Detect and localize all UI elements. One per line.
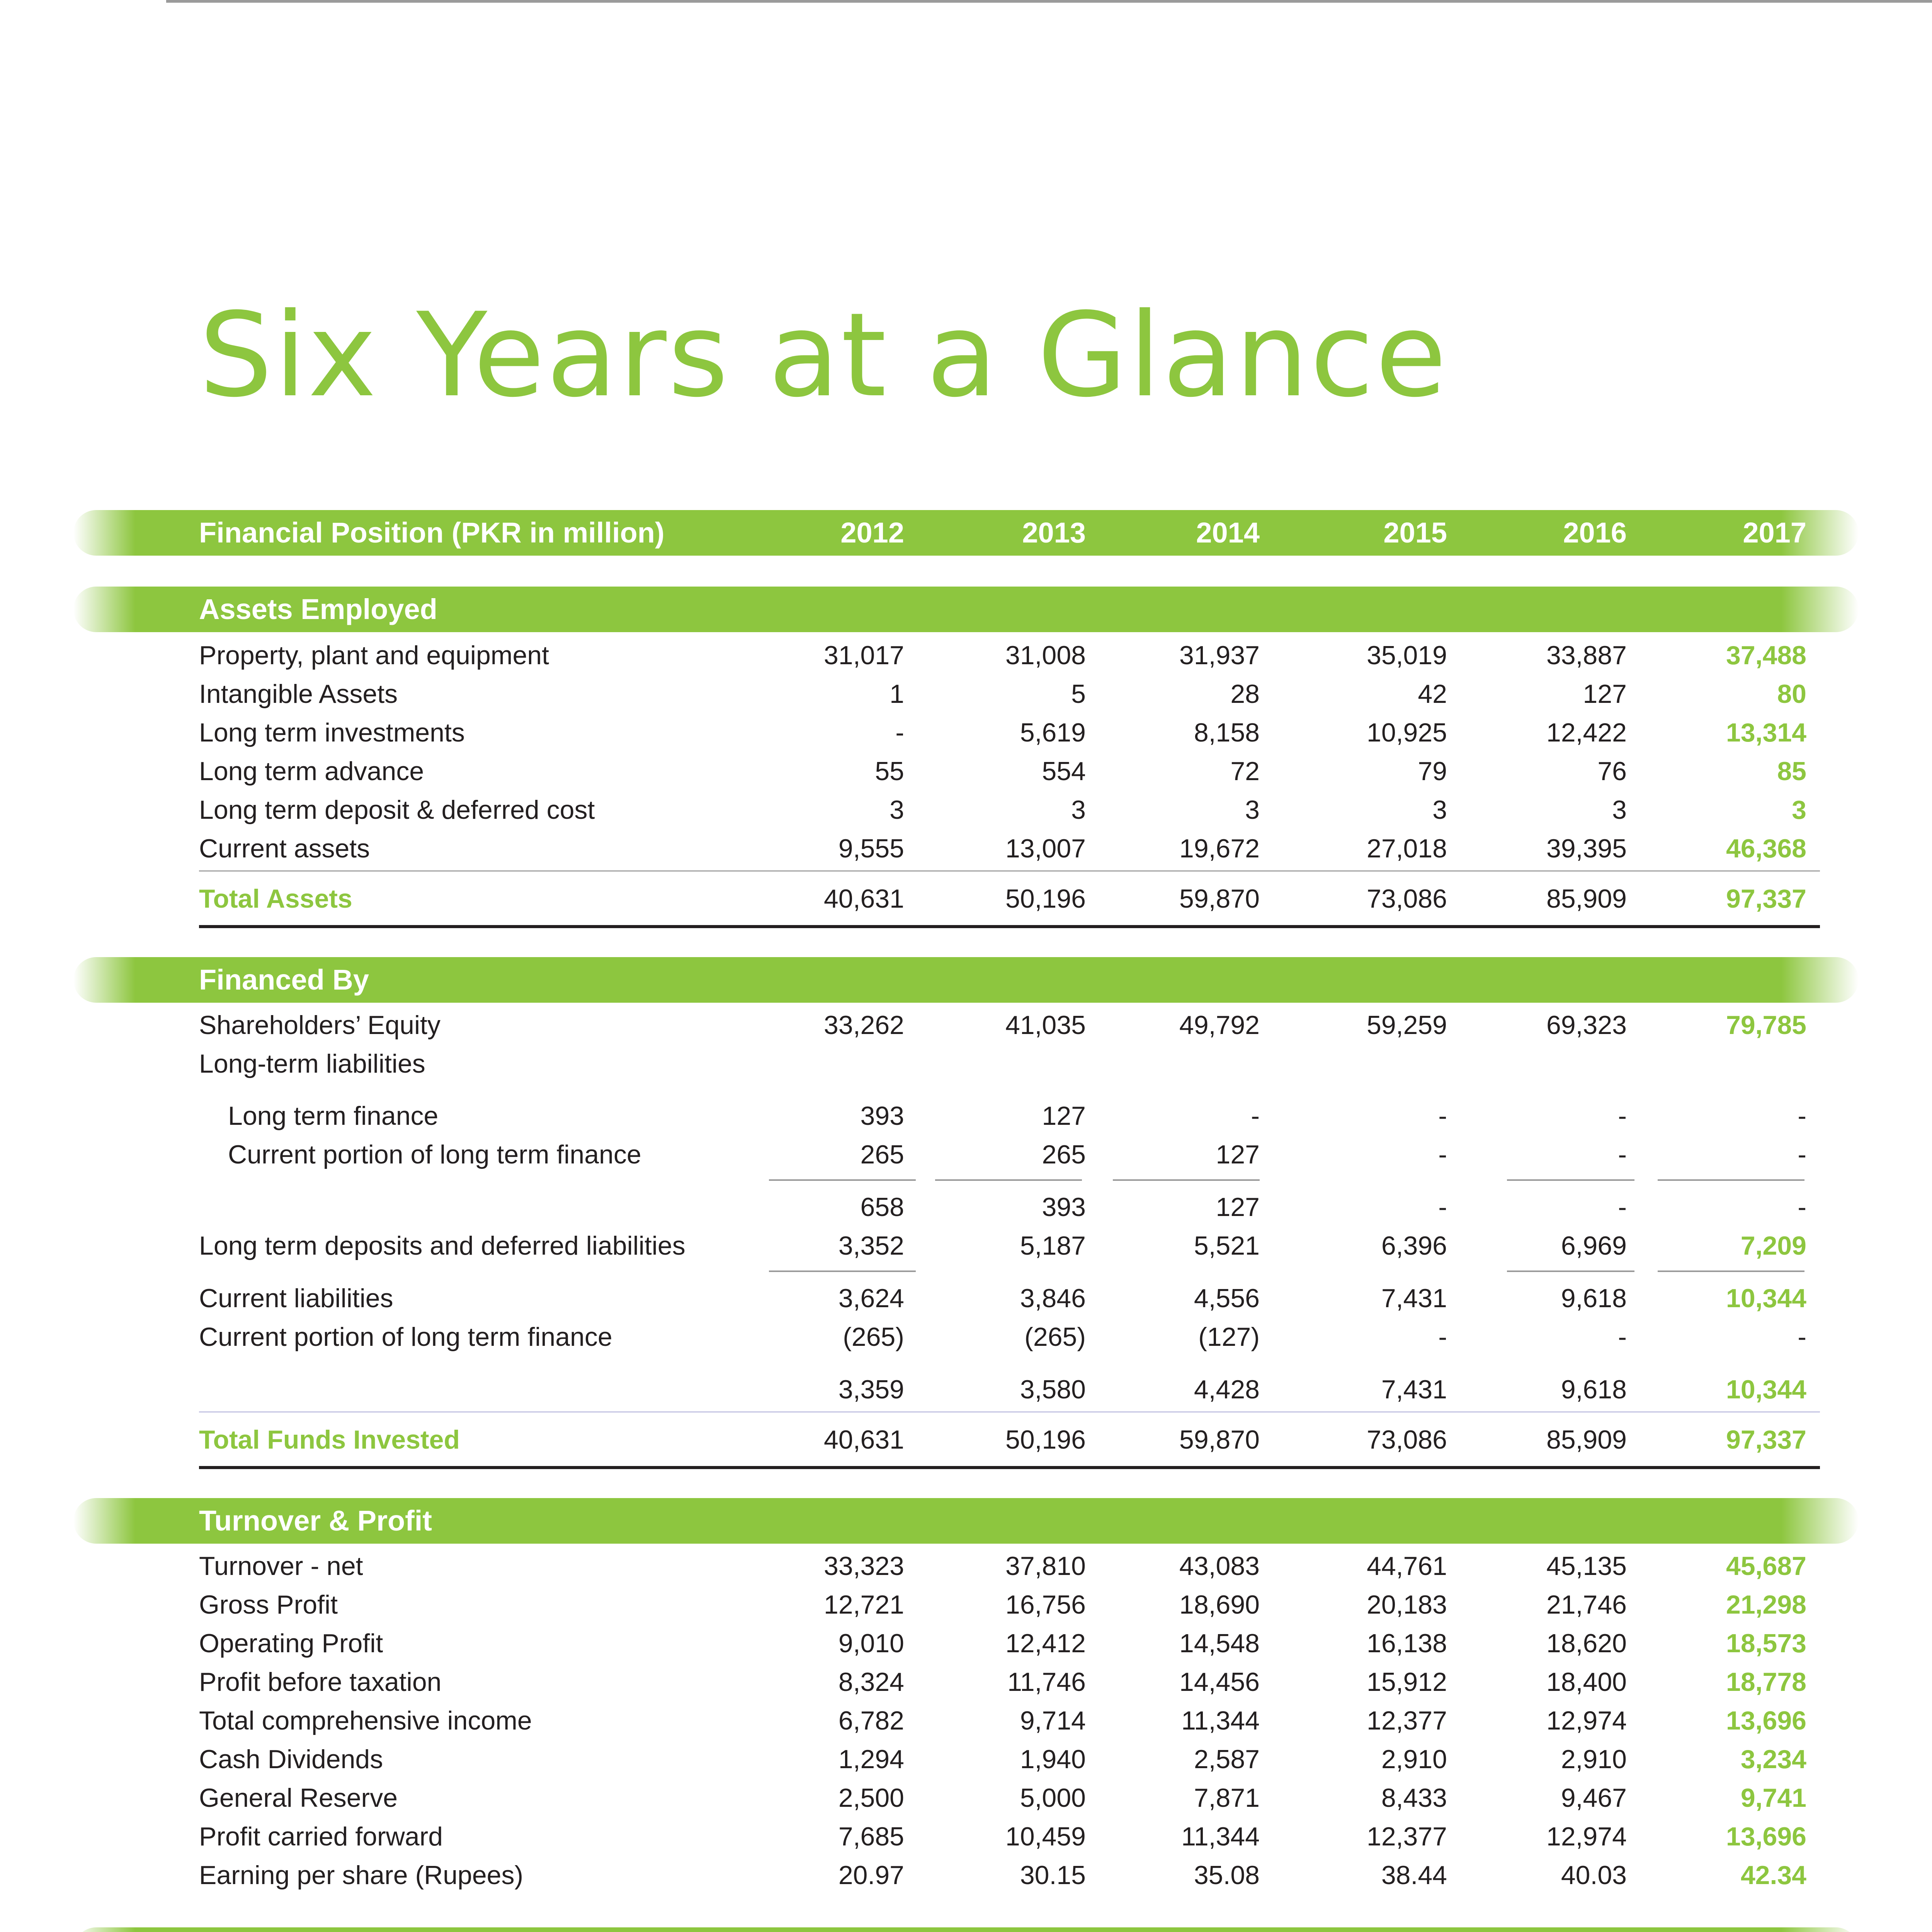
table-row: [0, 1370, 1932, 1409]
year-header: 2015: [1383, 517, 1447, 549]
cell: 18,573: [1726, 1629, 1806, 1658]
cell: 2,500: [838, 1783, 904, 1813]
cell: 16,756: [1005, 1590, 1086, 1619]
cell: 7,431: [1381, 1375, 1447, 1404]
cell: 12,974: [1546, 1706, 1627, 1735]
cell: 6,969: [1561, 1231, 1627, 1260]
section-bar-financed: [73, 957, 1859, 1003]
table-row: [0, 1188, 1932, 1226]
row-label: General Reserve: [199, 1783, 398, 1813]
cell: 12,377: [1367, 1706, 1447, 1735]
cell: 7,871: [1194, 1783, 1260, 1813]
cell: 35,019: [1367, 641, 1447, 670]
cell: 31,017: [824, 641, 904, 670]
cell: 45,687: [1726, 1551, 1806, 1581]
cell: 27,018: [1367, 834, 1447, 863]
table-row: [0, 1044, 1932, 1083]
cell: 8,433: [1381, 1783, 1447, 1813]
cell: 18,778: [1726, 1667, 1806, 1697]
cell: 127: [1042, 1101, 1086, 1131]
cell: 41,035: [1005, 1010, 1086, 1040]
cell: 33,262: [824, 1010, 904, 1040]
cell: 40,631: [824, 1425, 904, 1454]
cell: 2,910: [1381, 1745, 1447, 1774]
table-row: [0, 1663, 1932, 1701]
cell: 14,548: [1179, 1629, 1260, 1658]
cell: 50,196: [1005, 884, 1086, 913]
total-rule: [199, 925, 1820, 928]
cell: 18,400: [1546, 1667, 1627, 1697]
cell: 33,887: [1546, 641, 1627, 670]
cell: 21,746: [1546, 1590, 1627, 1619]
table-row: [0, 1585, 1932, 1624]
cell: 127: [1216, 1140, 1260, 1169]
cell: 46,368: [1726, 834, 1806, 863]
table-row: [0, 1740, 1932, 1779]
cell: 13,696: [1726, 1822, 1806, 1851]
cell: 55: [875, 757, 904, 786]
cell: 7,431: [1381, 1284, 1447, 1313]
cell: 13,007: [1005, 834, 1086, 863]
row-label: Intangible Assets: [199, 679, 398, 709]
cell: 20,183: [1367, 1590, 1447, 1619]
cell: 393: [1042, 1192, 1086, 1222]
cell: 3,352: [838, 1231, 904, 1260]
year-header: 2017: [1743, 517, 1806, 549]
row-label: Long term deposit & deferred cost: [199, 795, 595, 825]
cell: 97,337: [1726, 1425, 1806, 1454]
cell: 3: [1792, 795, 1806, 825]
year-header: 2014: [1196, 517, 1260, 549]
cell: 31,937: [1179, 641, 1260, 670]
row-label: Profit carried forward: [199, 1822, 443, 1851]
cell: -: [1438, 1192, 1447, 1222]
cell: 79,785: [1726, 1010, 1806, 1040]
table-row: [0, 829, 1932, 868]
table-row: [0, 1097, 1932, 1135]
row-label: Shareholders’ Equity: [199, 1010, 440, 1040]
cell: 50,196: [1005, 1425, 1086, 1454]
cell: 3,580: [1020, 1375, 1086, 1404]
table-row: [0, 713, 1932, 752]
total-funds-row: [0, 1420, 1932, 1459]
cell: (265): [1024, 1322, 1086, 1352]
cell: 85,909: [1546, 884, 1627, 913]
cell: 49,792: [1179, 1010, 1260, 1040]
cell: 3: [1071, 795, 1086, 825]
cell: 59,259: [1367, 1010, 1447, 1040]
cell: 127: [1216, 1192, 1260, 1222]
cell: 7,209: [1740, 1231, 1806, 1260]
cell: 5,000: [1020, 1783, 1086, 1813]
cell: 42.34: [1740, 1861, 1806, 1890]
cell: 13,314: [1726, 718, 1806, 747]
row-label: Current portion of long term finance: [199, 1322, 612, 1352]
row-label: Total Assets: [199, 884, 352, 913]
cell: (127): [1198, 1322, 1260, 1352]
cell: 19,672: [1179, 834, 1260, 863]
cell: 69,323: [1546, 1010, 1627, 1040]
table-row: [0, 1779, 1932, 1817]
section-bar-assets: [73, 587, 1859, 632]
cell: 2,587: [1194, 1745, 1260, 1774]
cell: (265): [843, 1322, 904, 1352]
cell: 12,412: [1005, 1629, 1086, 1658]
year-header: 2013: [1022, 517, 1086, 549]
table-row: [0, 1701, 1932, 1740]
cell: 3,846: [1020, 1284, 1086, 1313]
cell: 97,337: [1726, 884, 1806, 913]
cell: 127: [1583, 679, 1627, 709]
table-row: [0, 1135, 1932, 1174]
cell: -: [1251, 1101, 1260, 1131]
cell: 18,620: [1546, 1629, 1627, 1658]
table-row: [0, 636, 1932, 675]
section-title: Assets Employed: [199, 593, 437, 625]
table-row: [0, 752, 1932, 791]
cell: 10,344: [1726, 1375, 1806, 1404]
row-label: Gross Profit: [199, 1590, 338, 1619]
cell: 7,685: [838, 1822, 904, 1851]
cell: -: [1618, 1192, 1627, 1222]
turnover-rows: [0, 1547, 1932, 1895]
cell: 6,396: [1381, 1231, 1447, 1260]
table-header-bar: [73, 510, 1859, 556]
cell: 9,467: [1561, 1783, 1627, 1813]
cell: 5,619: [1020, 718, 1086, 747]
cell: -: [1438, 1101, 1447, 1131]
cell: 73,086: [1367, 884, 1447, 913]
cell: 14,456: [1179, 1667, 1260, 1697]
cell: 5,187: [1020, 1231, 1086, 1260]
row-label: Total Funds Invested: [199, 1425, 460, 1454]
cell: 44,761: [1367, 1551, 1447, 1581]
cell: 18,690: [1179, 1590, 1260, 1619]
cell: 72: [1230, 757, 1260, 786]
cell: 658: [860, 1192, 904, 1222]
row-label: Long-term liabilities: [199, 1049, 425, 1078]
cell: 30.15: [1020, 1861, 1086, 1890]
cell: -: [895, 718, 904, 747]
cell: 85: [1777, 757, 1806, 786]
cell: -: [1798, 1101, 1806, 1131]
cell: -: [1798, 1192, 1806, 1222]
cell: 4,556: [1194, 1284, 1260, 1313]
cell: 12,377: [1367, 1822, 1447, 1851]
cell: 265: [860, 1140, 904, 1169]
row-label: Turnover - net: [199, 1551, 363, 1581]
table-row: [0, 1856, 1932, 1895]
row-label: Long term finance: [228, 1101, 439, 1131]
cell: 39,395: [1546, 834, 1627, 863]
cell: 1,940: [1020, 1745, 1086, 1774]
cell: 20.97: [838, 1861, 904, 1890]
cell: -: [1618, 1322, 1627, 1352]
cell: 76: [1597, 757, 1627, 786]
cell: 11,344: [1181, 1706, 1260, 1735]
cell: 45,135: [1546, 1551, 1627, 1581]
section-title: Financed By: [199, 964, 369, 996]
top-rule: [166, 0, 1932, 3]
total-rule: [199, 1466, 1820, 1469]
cell: 73,086: [1367, 1425, 1447, 1454]
cell: 11,746: [1007, 1667, 1086, 1697]
section-bar-cashflow: [73, 1927, 1859, 1932]
cell: -: [1798, 1140, 1806, 1169]
cell: 15,912: [1367, 1667, 1447, 1697]
cell: 6,782: [838, 1706, 904, 1735]
cell: 3: [1432, 795, 1447, 825]
cell: 37,810: [1005, 1551, 1086, 1581]
cell: 12,422: [1546, 718, 1627, 747]
cell: -: [1438, 1140, 1447, 1169]
cell: 13,696: [1726, 1706, 1806, 1735]
cell: 5: [1071, 679, 1086, 709]
year-header: 2016: [1563, 517, 1627, 549]
cell: 59,870: [1179, 1425, 1260, 1454]
table-row: [0, 1279, 1932, 1318]
cell: 265: [1042, 1140, 1086, 1169]
cell: 10,344: [1726, 1284, 1806, 1313]
cell: 38.44: [1381, 1861, 1447, 1890]
cell: 1: [889, 679, 904, 709]
cell: -: [1618, 1101, 1627, 1131]
cell: 554: [1042, 757, 1086, 786]
cell: 12,721: [824, 1590, 904, 1619]
row-label: Cash Dividends: [199, 1745, 383, 1774]
cell: 40,631: [824, 884, 904, 913]
row-label: Current liabilities: [199, 1284, 393, 1313]
cell: 28: [1230, 679, 1260, 709]
cell: 9,618: [1561, 1284, 1627, 1313]
section-bar-turnover: [73, 1498, 1859, 1544]
section-title: Turnover & Profit: [199, 1505, 432, 1537]
cell: 35.08: [1194, 1861, 1260, 1890]
subtotal-rules: [0, 1174, 1932, 1188]
cell: 3: [1245, 795, 1260, 825]
cell: 10,925: [1367, 718, 1447, 747]
table-row: [0, 1226, 1932, 1265]
page-title: Six Years at a Glance: [199, 288, 1448, 423]
table-row: [0, 1006, 1932, 1044]
table-row: [0, 675, 1932, 713]
assets-rows: [0, 636, 1932, 868]
cell: 9,714: [1020, 1706, 1086, 1735]
row-label: Property, plant and equipment: [199, 641, 549, 670]
cell: 59,870: [1179, 884, 1260, 913]
subtotal-rules: [0, 1265, 1932, 1279]
row-label: Long term advance: [199, 757, 424, 786]
cell: 3,624: [838, 1284, 904, 1313]
row-label: Earning per share (Rupees): [199, 1861, 524, 1890]
table-row: [0, 1318, 1932, 1356]
row-label: Long term deposits and deferred liabilities: [199, 1231, 685, 1260]
cell: 33,323: [824, 1551, 904, 1581]
cell: 3: [889, 795, 904, 825]
cell: 5,521: [1194, 1231, 1260, 1260]
table-row: [0, 1817, 1932, 1856]
cell: 2,910: [1561, 1745, 1627, 1774]
cell: 85,909: [1546, 1425, 1627, 1454]
cell: 43,083: [1179, 1551, 1260, 1581]
row-label: Long term investments: [199, 718, 465, 747]
financial-table: [0, 510, 1932, 1932]
cell: 31,008: [1005, 641, 1086, 670]
row-label: Current assets: [199, 834, 370, 863]
table-row: [0, 1547, 1932, 1585]
section-title: [199, 1927, 480, 1932]
cell: 9,555: [838, 834, 904, 863]
table-row: [0, 1624, 1932, 1663]
total-assets-row: [0, 879, 1932, 918]
cell: 42: [1418, 679, 1447, 709]
cell: 3,234: [1740, 1745, 1806, 1774]
cell: -: [1438, 1322, 1447, 1352]
cell: 1,294: [838, 1745, 904, 1774]
row-label: Current portion of long term finance: [228, 1140, 641, 1169]
cell: 3,359: [838, 1375, 904, 1404]
cell: -: [1618, 1140, 1627, 1169]
cell: 37,488: [1726, 641, 1806, 670]
table-row: [0, 791, 1932, 829]
cell: 393: [860, 1101, 904, 1131]
cell: 3: [1612, 795, 1627, 825]
row-label: Total comprehensive income: [199, 1706, 532, 1735]
cell: 9,741: [1740, 1783, 1806, 1813]
cell: 40.03: [1561, 1861, 1627, 1890]
table-header-label: Financial Position (PKR in million): [199, 517, 665, 549]
cell: 80: [1777, 679, 1806, 709]
row-label: Operating Profit: [199, 1629, 383, 1658]
cell: 4,428: [1194, 1375, 1260, 1404]
cell: 8,324: [838, 1667, 904, 1697]
year-header: 2012: [840, 517, 904, 549]
cell: -: [1798, 1322, 1806, 1352]
row-label: Profit before taxation: [199, 1667, 442, 1697]
cell: 21,298: [1726, 1590, 1806, 1619]
cell: 16,138: [1367, 1629, 1447, 1658]
cell: 79: [1418, 757, 1447, 786]
cell: 8,158: [1194, 718, 1260, 747]
cell: 11,344: [1181, 1822, 1260, 1851]
cell: 12,974: [1546, 1822, 1627, 1851]
cell: 9,618: [1561, 1375, 1627, 1404]
cell: 10,459: [1005, 1822, 1086, 1851]
cell: 9,010: [838, 1629, 904, 1658]
